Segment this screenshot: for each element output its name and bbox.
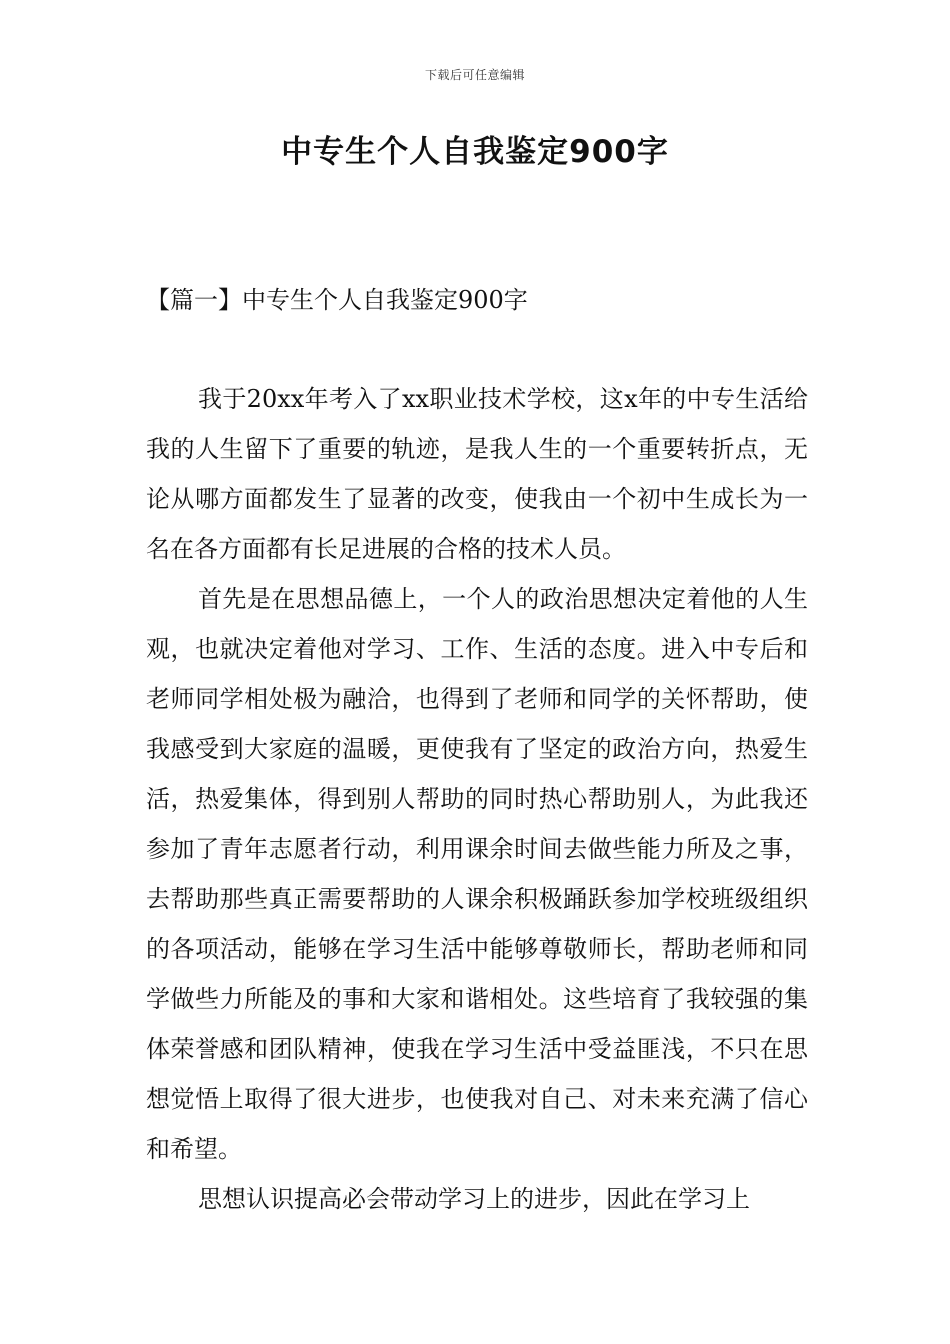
header-note: 下载后可任意编辑 (424, 68, 525, 82)
paragraph-2: 首先是在思想品德上，一个人的政治思想决定着他的人生观，也就决定着他对学习、工作、生活的态度。进入中专后和老师同学相处极为融洽，也得到了老师和同学的关怀帮助，使我感受到大家庭的温暖，更使我有了坚定的政治方向，热爱生活，热爱集体，得到别人帮助的同时热心帮助别人，为此我还参加了青年志愿者行动，利用课余时间去做些能力所及之事，去帮助那些真正需要帮助的人课余积极踊跃参加学校班级组织的各项活动，能够在学习生活中能够尊敬师长，帮助老师和同学做些力所能及的事和大家和谐相处。这些培育了我较强的集体荣誉感和团队精神，使我在学习生活中受益匪浅，不只在思想觉悟上取得了很大进步，也使我对自己、对未来充满了信心和希望。 (146, 585, 808, 1163)
section-heading: 【篇一】中专生个人自我鉴定900字 (146, 286, 528, 314)
document-body (146, 374, 808, 1224)
document-title: 中专生个人自我鉴定900字 (281, 134, 669, 170)
paragraph-1: 我于20xx年考入了xx职业技术学校，这x年的中专生活给我的人生留下了重要的轨迹，是我人生的一个重要转折点，无论从哪方面都发生了显著的改变，使我由一个初中生成长为一名在各方面都有长足进展的合格的技术人员。 (146, 385, 808, 563)
paragraph-3: 思想认识提高必会带动学习上的进步，因此在学习上 (198, 1185, 750, 1213)
